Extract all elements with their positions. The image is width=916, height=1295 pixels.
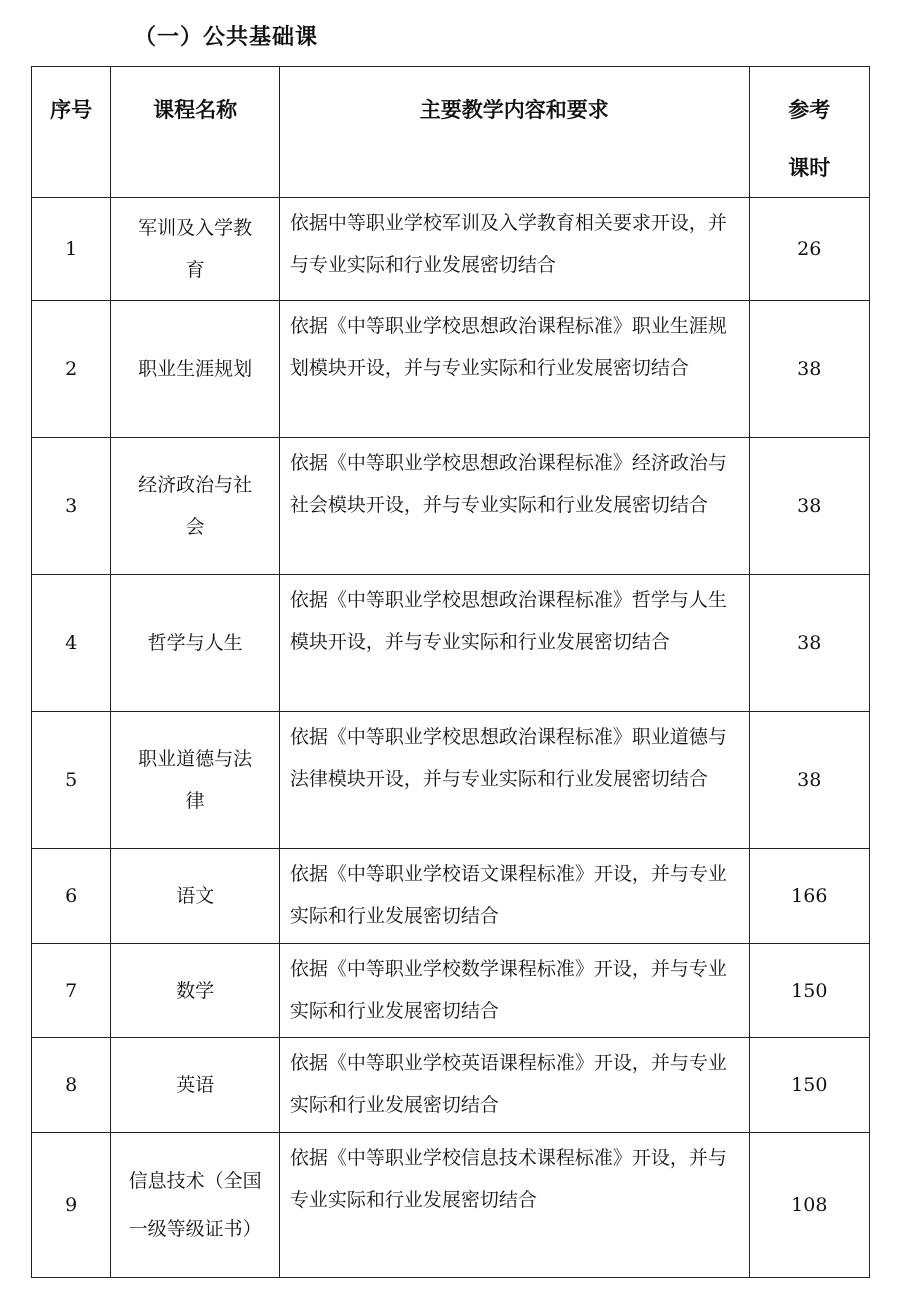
row-content: 依据《中等职业学校语文课程标准》开设，并与专业实际和行业发展密切结合 <box>279 849 749 944</box>
row-content: 依据《中等职业学校思想政治课程标准》哲学与人生模块开设，并与专业实际和行业发展密切结合 <box>279 575 749 712</box>
row-content: 依据《中等职业学校数学课程标准》开设，并与专业实际和行业发展密切结合 <box>279 944 749 1038</box>
table-row <box>32 944 870 1038</box>
table-row <box>32 198 870 301</box>
row-name: 英语 <box>111 1038 280 1133</box>
table-row <box>32 301 870 438</box>
row-no: 1 <box>32 198 111 301</box>
row-hours: 108 <box>749 1133 869 1278</box>
row-hours: 38 <box>749 575 869 712</box>
row-no: 2 <box>32 301 111 438</box>
row-hours: 38 <box>749 301 869 438</box>
row-no: 9 <box>32 1133 111 1278</box>
row-no: 6 <box>32 849 111 944</box>
row-name: 信息技术（全国一级等级证书） <box>111 1133 280 1278</box>
course-table <box>31 66 870 1278</box>
row-name: 军训及入学教育 <box>111 198 280 301</box>
row-no: 8 <box>32 1038 111 1133</box>
row-name: 哲学与人生 <box>111 575 280 712</box>
row-content: 依据中等职业学校军训及入学教育相关要求开设，并与专业实际和行业发展密切结合 <box>279 198 749 301</box>
row-content: 依据《中等职业学校思想政治课程标准》职业生涯规划模块开设，并与专业实际和行业发展密切结合 <box>279 301 749 438</box>
section-title: （一）公共基础课 <box>134 25 319 50</box>
row-hours: 38 <box>749 712 869 849</box>
row-name: 经济政治与社会 <box>111 438 280 575</box>
row-hours: 38 <box>749 438 869 575</box>
row-content: 依据《中等职业学校信息技术课程标准》开设，并与专业实际和行业发展密切结合 <box>279 1133 749 1278</box>
row-name: 语文 <box>111 849 280 944</box>
row-name: 数学 <box>111 944 280 1038</box>
table-row <box>32 849 870 944</box>
row-no: 3 <box>32 438 111 575</box>
table-row <box>32 1038 870 1133</box>
header-content: 主要教学内容和要求 <box>279 67 749 198</box>
header-hours: 参考课时 <box>749 67 869 198</box>
row-content: 依据《中等职业学校英语课程标准》开设，并与专业实际和行业发展密切结合 <box>279 1038 749 1133</box>
header-name: 课程名称 <box>111 67 280 198</box>
table-row <box>32 575 870 712</box>
row-name: 职业生涯规划 <box>111 301 280 438</box>
row-no: 7 <box>32 944 111 1038</box>
row-no: 4 <box>32 575 111 712</box>
row-content: 依据《中等职业学校思想政治课程标准》职业道德与法律模块开设，并与专业实际和行业发展密切结合 <box>279 712 749 849</box>
row-hours: 26 <box>749 198 869 301</box>
row-no: 5 <box>32 712 111 849</box>
row-content: 依据《中等职业学校思想政治课程标准》经济政治与社会模块开设，并与专业实际和行业发展密切结合 <box>279 438 749 575</box>
row-name: 职业道德与法律 <box>111 712 280 849</box>
table-row <box>32 712 870 849</box>
table-row <box>32 438 870 575</box>
header-no: 序号 <box>32 67 111 198</box>
row-hours: 150 <box>749 1038 869 1133</box>
row-hours: 166 <box>749 849 869 944</box>
row-hours: 150 <box>749 944 869 1038</box>
header-row <box>32 67 870 198</box>
table-row <box>32 1133 870 1278</box>
